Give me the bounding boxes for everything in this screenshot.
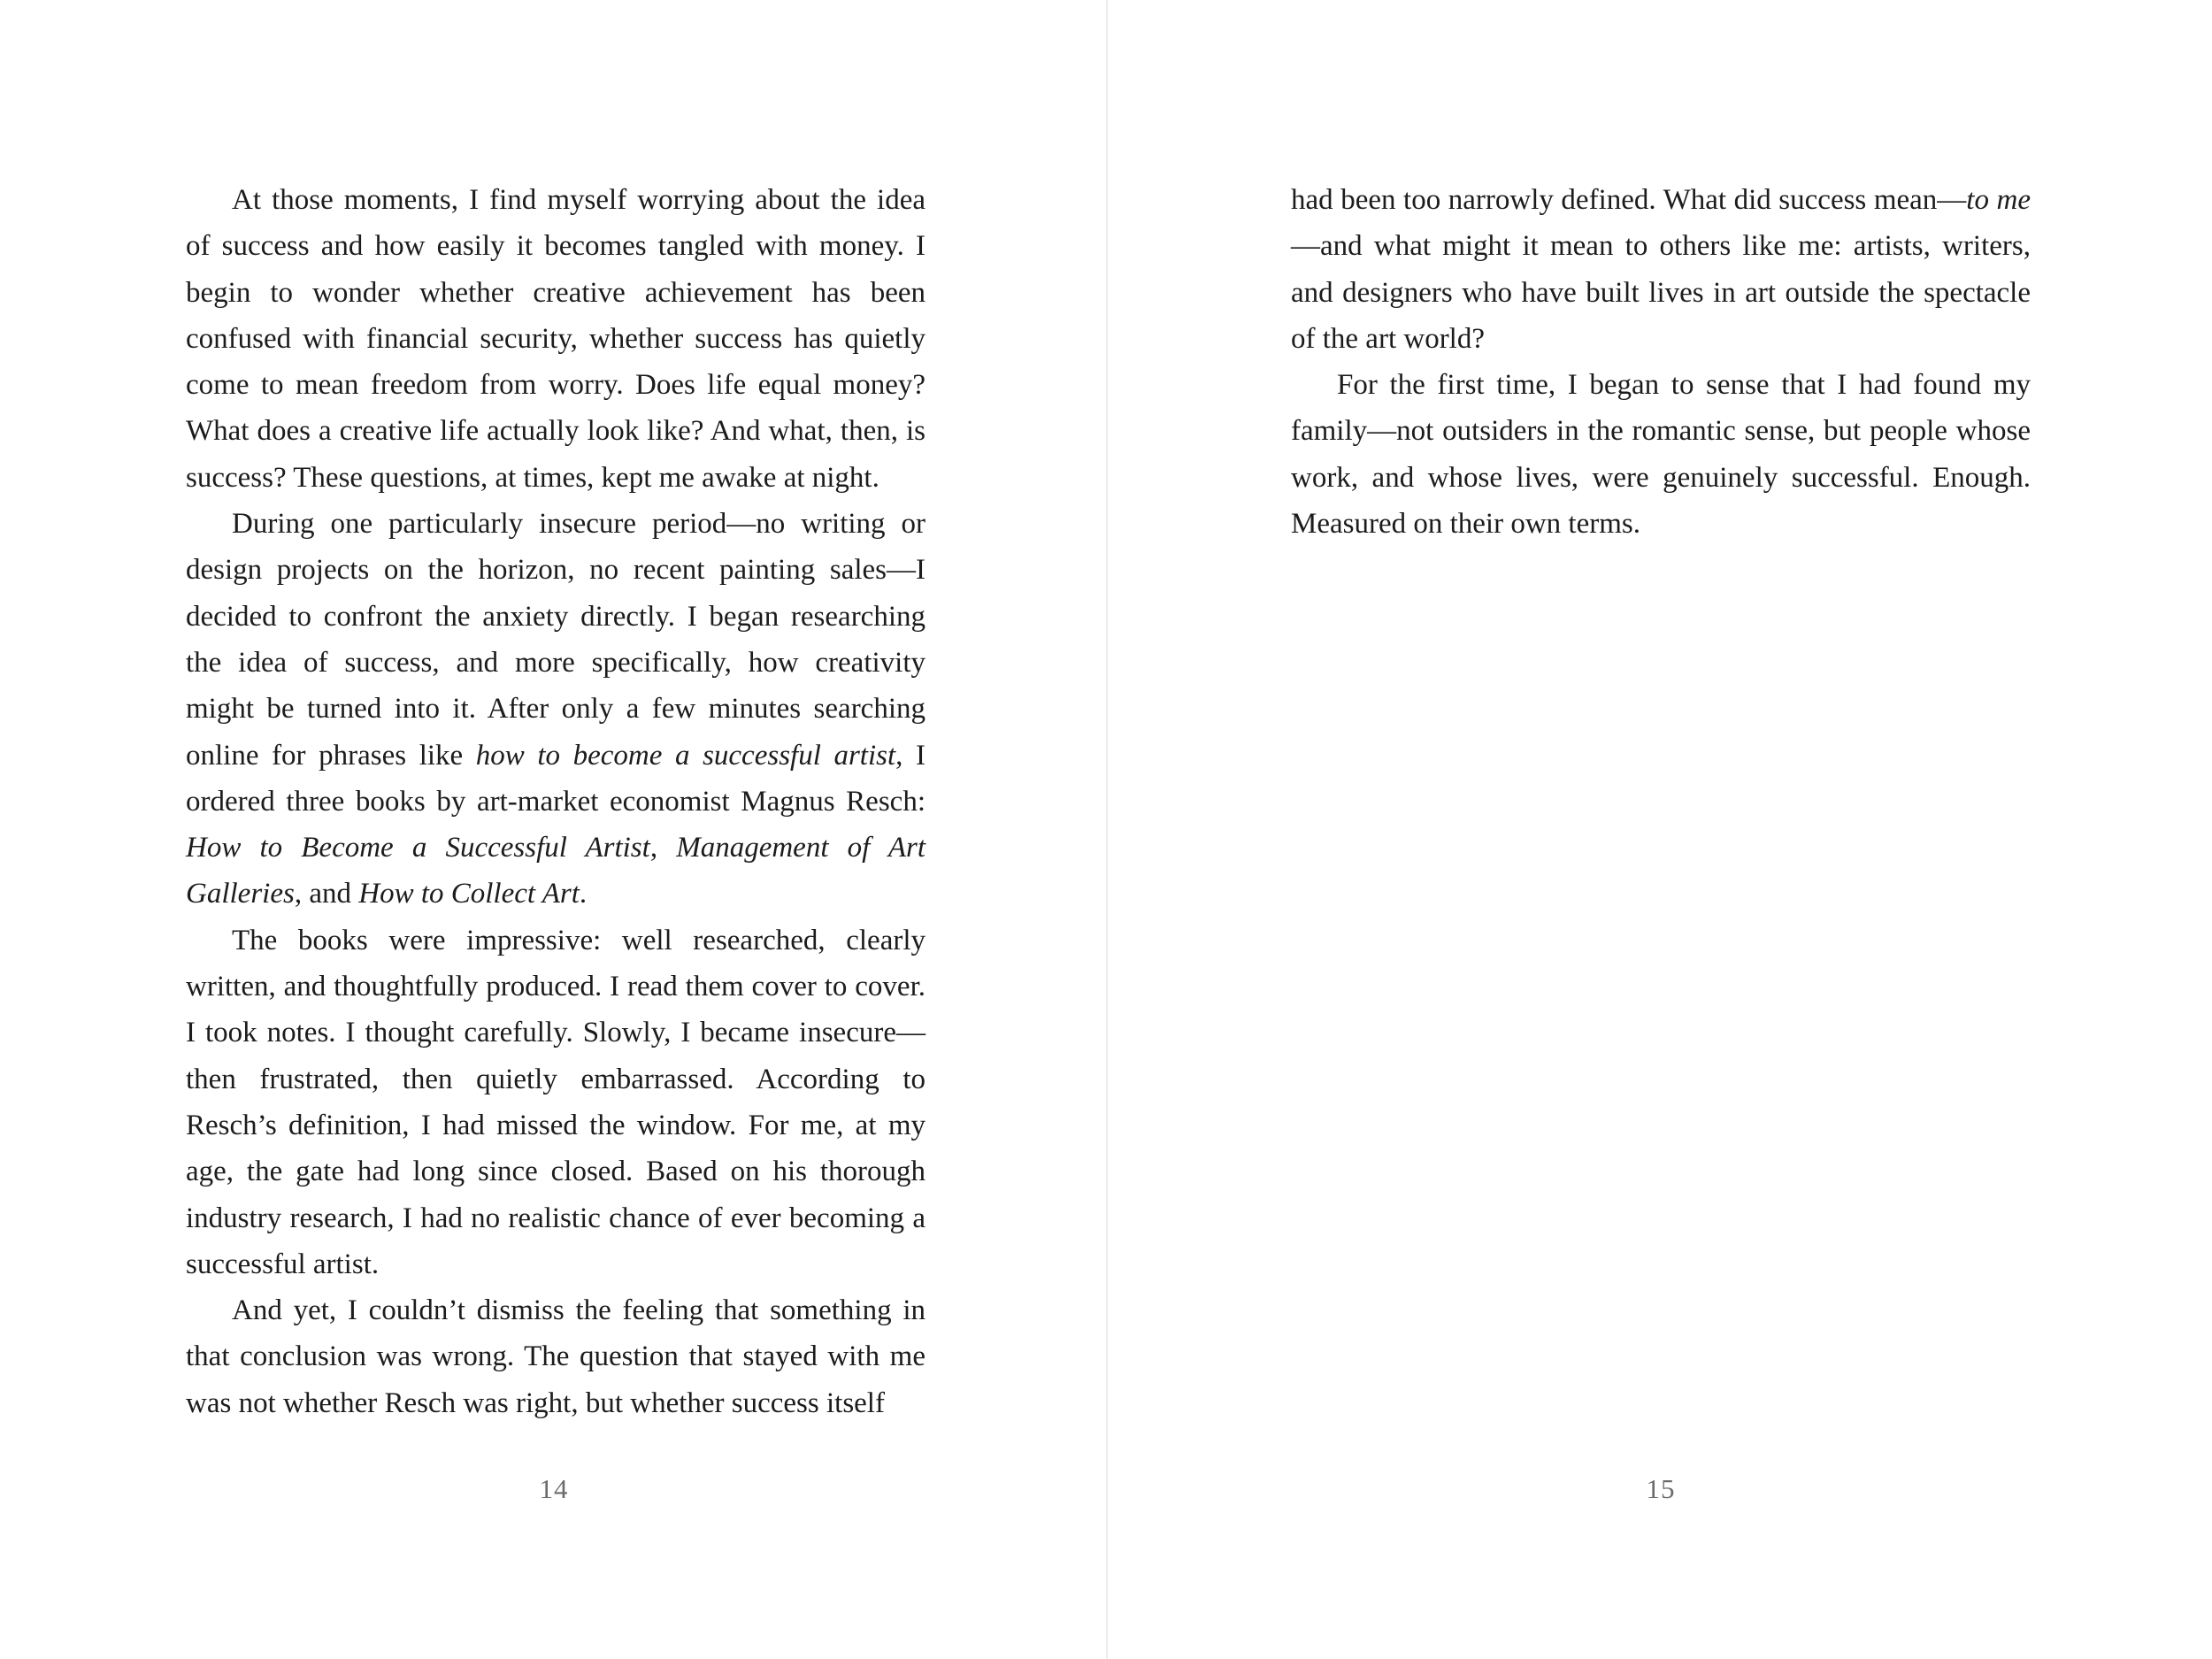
italic-text: How to Become a Successful Artist: [186, 832, 650, 864]
page-number: 15: [1646, 1473, 1676, 1504]
page-number: 14: [539, 1473, 569, 1504]
paragraph: During one particularly insecure period—no writing or design projects on the horizon, no recent painting sales—I decided to confront the anxiety directly. I began researching the idea of success, and more specifically, how creativity might be turned into it. After only a few minutes searching online for phrases like how to become a successful artist, I ordered three books by art-market economist Magnus Resch: How to Become a Successful Artist, Management of Art Galleries, and How to Collect Art.: [186, 508, 926, 910]
right-page: [1106, 0, 2212, 1659]
paragraph: had been too narrowly defined. What did success mean—to me—and what might it mean to others like me: artists, writers, and designers who have built lives in art outside the spectacle of the art world?: [1291, 184, 2031, 355]
paragraph: At those moments, I find myself worrying about the idea of success and how easily it becomes tangled with money. I begin to wonder whether creative achievement has been confused with financial security, whether success has quietly come to mean freedom from worry. Does life equal money? What does a creative life actually look like? And what, then, is success? These questions, at times, kept me awake at night.: [186, 184, 926, 494]
italic-text: how to become a successful artist: [475, 739, 896, 772]
paragraph: The books were impressive: well researched, clearly written, and thoughtfully produced. I read them cover to cover. I took notes. I thought carefully. Slowly, I became insecure—then frustrated, then quietly embarrassed. According to Resch’s definition, I had missed the window. For me, at my age, the gate had long since closed. Based on his thorough industry research, I had no realistic chance of ever becoming a successful artist.: [186, 924, 926, 1280]
right-page-body: [1291, 177, 2031, 547]
paragraph: And yet, I couldn’t dismiss the feeling that something in that conclusion was wrong. The question that stayed with me was not whether Resch was right, but whether success itself: [186, 1294, 926, 1419]
left-page-body: [186, 177, 926, 1426]
paragraph: For the first time, I began to sense that I had found my family—not outsiders in the romantic sense, but people whose work, and whose lives, were genuinely successful. Enough. Measured on their own terms.: [1291, 369, 2031, 541]
italic-text: Management of Art Galleries: [186, 832, 926, 910]
italic-text: to me: [1966, 184, 2031, 216]
italic-text: How to Collect Art: [358, 878, 580, 910]
